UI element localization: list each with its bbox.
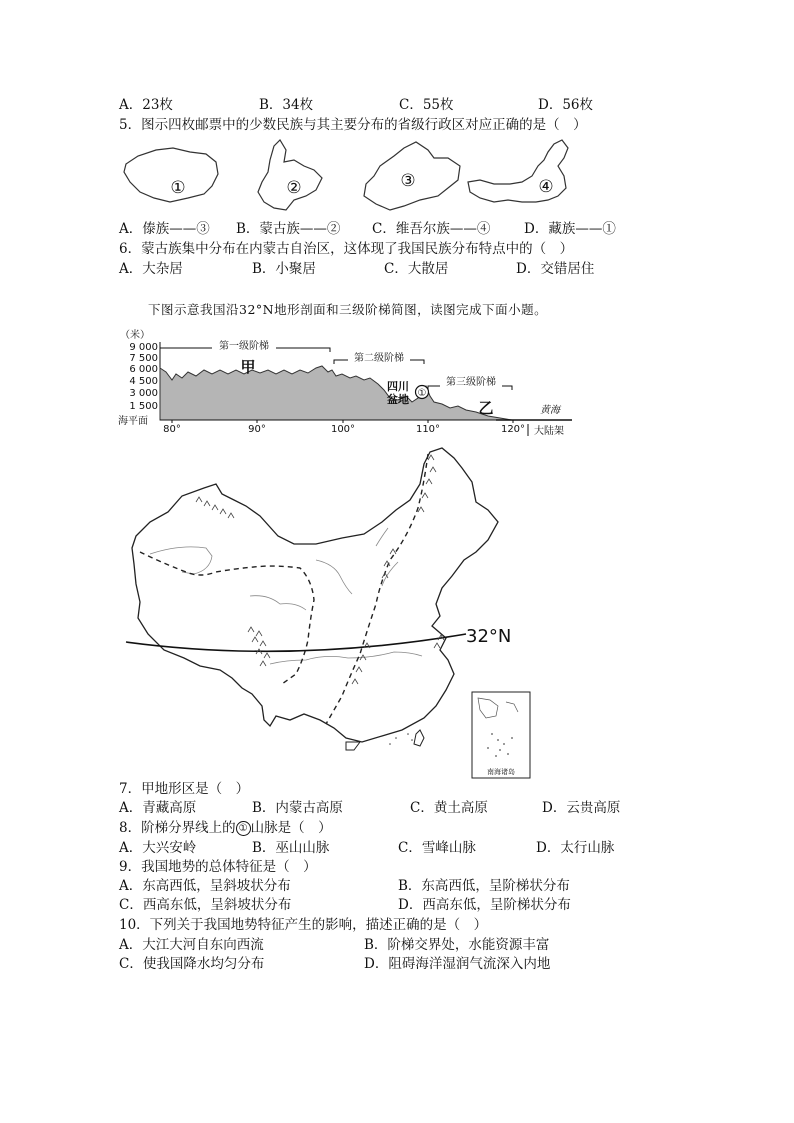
- q6-option-c: C．大散居: [384, 261, 449, 277]
- y-tick-7500: 7 500: [129, 353, 158, 364]
- q6-option-b: B．小聚居: [252, 261, 316, 277]
- q4-option-d: D．56枚: [538, 97, 594, 113]
- q5-option-b: B．蒙古族——②: [236, 221, 341, 237]
- inset-label: 南海诸岛: [487, 768, 515, 776]
- q4-option-b: B．34枚: [259, 97, 314, 113]
- q10-option-d: D．阻碍海洋湿润气流深入内地: [364, 956, 551, 972]
- q8-stem-part-b: 山脉是（ ）: [250, 820, 332, 836]
- x-tick-110: 110°: [415, 424, 441, 435]
- q6-option-d: D．交错居住: [516, 261, 595, 277]
- q8-stem: [119, 819, 332, 837]
- figure-intro: 下图示意我国沿32°N地形剖面和三级阶梯简图，读图完成下面小题。: [148, 302, 548, 317]
- q8-stem-mark: ①: [236, 821, 251, 836]
- q9-stem: 9．我国地势的总体特征是（ ）: [119, 859, 317, 875]
- yi-label: 乙: [478, 399, 494, 417]
- terrain-profile: [116, 324, 586, 438]
- q7-option-c: C．黄土高原: [410, 800, 488, 816]
- x-tick-100: 100°: [330, 424, 356, 435]
- step-3-label: 第三级阶梯: [446, 377, 496, 388]
- stamp-label-2: ②: [286, 178, 302, 198]
- y-tick-9000: 9 000: [129, 342, 158, 353]
- y-tick-4500: 4 500: [129, 376, 158, 387]
- y-tick-6000: 6 000: [129, 364, 158, 375]
- q5-stem: 5．图示四枚邮票中的少数民族与其主要分布的省级行政区对应正确的是（ ）: [119, 117, 587, 133]
- q8-option-d: D．太行山脉: [536, 840, 615, 856]
- q6-option-a: A．大杂居: [119, 261, 183, 277]
- q7-option-a: A．青藏高原: [119, 800, 197, 816]
- shelf-label: 大陆架: [534, 426, 564, 437]
- sichuan-label-1: 四川: [387, 380, 409, 393]
- q8-stem-part-a: 8．阶梯分界线上的: [119, 820, 236, 836]
- lat-32n-label: 32°N: [466, 626, 512, 647]
- q9-option-c: C．西高东低，呈斜坡状分布: [119, 897, 292, 913]
- y-tick-1500: 1 500: [129, 401, 158, 412]
- china-outline: [132, 448, 498, 742]
- x-tick-80: 80°: [163, 424, 181, 435]
- q8-option-b: B．巫山山脉: [252, 840, 330, 856]
- q7-option-b: B．内蒙古高原: [252, 800, 343, 816]
- stamp-label-3: ③: [400, 171, 416, 191]
- q10-stem: 10．下列关于我国地势特征产生的影响，描述正确的是（ ）: [119, 917, 488, 933]
- stamp-label-4: ④: [538, 177, 554, 197]
- step-2-label: 第二级阶梯: [354, 353, 404, 364]
- profile-unit: （米）: [120, 330, 150, 341]
- q10-option-c: C．使我国降水均匀分布: [119, 956, 265, 972]
- sichuan-label-2: 盆地: [387, 393, 409, 406]
- q10-option-a: A．大江大河自东向西流: [119, 937, 264, 953]
- q4-option-a: A．23枚: [119, 97, 173, 113]
- x-tick-120: 120°: [500, 424, 526, 435]
- q5-option-a: A．傣族——③: [119, 221, 210, 237]
- y-tick-3000: 3 000: [129, 388, 158, 399]
- q5-stamps-figure: [118, 136, 658, 220]
- q6-stem: 6．蒙古族集中分布在内蒙古自治区，这体现了我国民族分布特点中的（ ）: [119, 241, 574, 257]
- q10-option-b: B．阶梯交界处，水能资源丰富: [364, 937, 550, 953]
- profile-terrain: [160, 366, 512, 420]
- q7-stem: 7．甲地形区是（ ）: [119, 781, 250, 797]
- huanghai-label: 黄海: [540, 405, 560, 416]
- q7-option-d: D．云贵高原: [542, 800, 621, 816]
- sea-level-label: 海平面: [118, 416, 148, 427]
- x-tick-90: 90°: [248, 424, 266, 435]
- china-map: [120, 444, 540, 782]
- q9-option-b: B．东高西低，呈阶梯状分布: [398, 878, 570, 894]
- step-1-label: 第一级阶梯: [219, 341, 269, 352]
- q9-option-a: A．东高西低，呈斜坡状分布: [119, 878, 291, 894]
- q5-option-c: C．维吾尔族——④: [372, 221, 491, 237]
- q5-option-d: D．藏族——①: [524, 221, 616, 237]
- stamp-label-1: ①: [170, 178, 186, 198]
- q8-option-c: C．雪峰山脉: [398, 840, 476, 856]
- jia-label: 甲: [240, 358, 256, 376]
- q8-option-a: A．大兴安岭: [119, 840, 197, 856]
- stamp-2-yunnan: [258, 140, 322, 210]
- q9-option-d: D．西高东低，呈阶梯状分布: [398, 897, 571, 913]
- mark-1: ①: [417, 388, 427, 399]
- q4-option-c: C．55枚: [399, 97, 454, 113]
